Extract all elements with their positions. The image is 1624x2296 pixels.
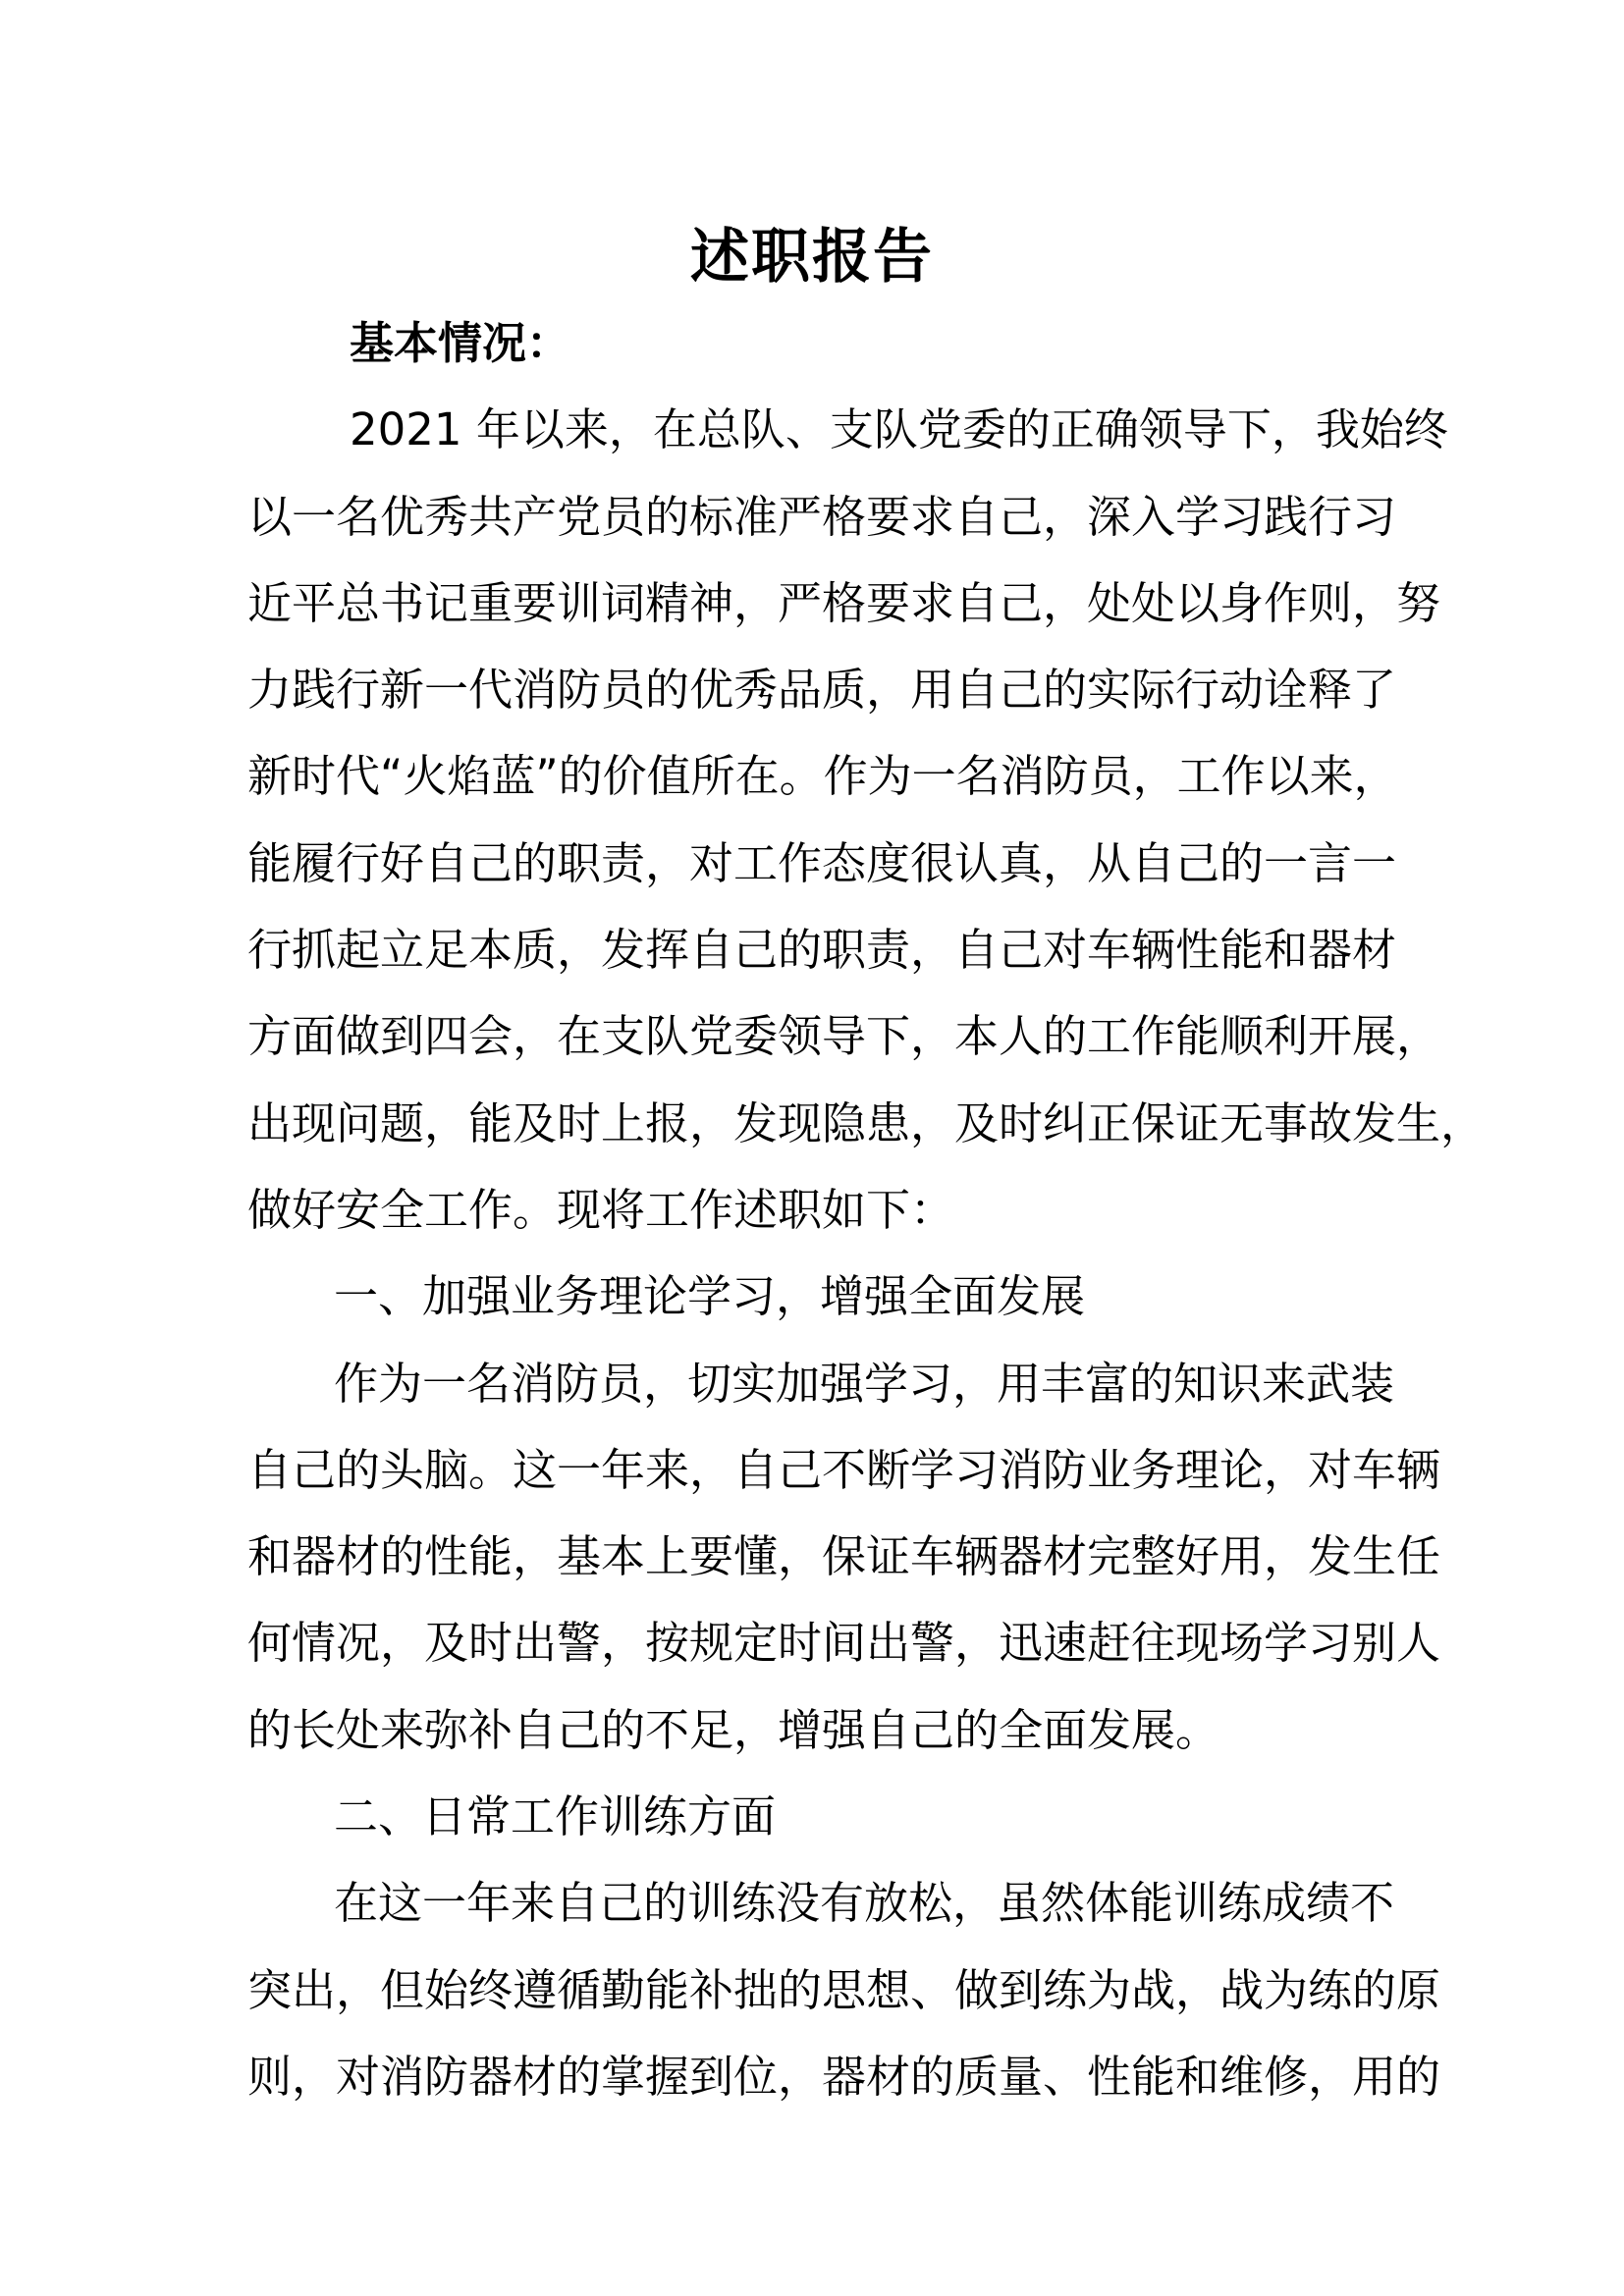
text-line: 以一名优秀共产党员的标准严格要求自己，深入学习践行习 — [247, 490, 1397, 543]
section-heading-2: 二、日常工作训练方面 — [334, 1790, 777, 1843]
text-line: 力践行新一代消防员的优秀品质，用自己的实际行动诠释了 — [247, 664, 1397, 717]
text-line: 突出，但始终遵循勤能补拙的思想、做到练为战，战为练的原 — [247, 1963, 1441, 2016]
text-line: 近平总书记重要训词精神，严格要求自己，处处以身作则，努 — [247, 576, 1441, 629]
document-body — [247, 300, 1486, 2120]
subheading-basic-situation: 基本情况： — [350, 317, 571, 369]
text-line: 在这一年来自己的训练没有放松，虽然体能训练成绩不 — [334, 1877, 1395, 1930]
intro-paragraph — [247, 387, 1486, 1254]
text-line: 作为一名消防员，切实加强学习，用丰富的知识来武装 — [334, 1357, 1395, 1410]
section-1-paragraph — [247, 1341, 1441, 1774]
text-line: 做好安全工作。现将工作述职如下： — [247, 1183, 955, 1236]
document-title: 述职报告 — [690, 223, 934, 292]
text-line: 行抓起立足本质，发挥自己的职责，自己对车辆性能和器材 — [247, 924, 1397, 977]
text-line: 2021 年以来，在总队、支队党委的正确领导下，我始终 — [350, 403, 1448, 456]
text-line: 的长处来弥补自己的不足，增强自己的全面发展。 — [247, 1703, 1220, 1756]
text-line: 则，对消防器材的掌握到位，器材的质量、性能和维修，用的 — [247, 2050, 1441, 2103]
text-line: 何情况，及时出警，按规定时间出警，迅速赶往现场学习别人 — [247, 1617, 1441, 1670]
text-line: 能履行好自己的职责，对工作态度很认真，从自己的一言一 — [247, 836, 1397, 889]
section-2-paragraph — [247, 1860, 1441, 2120]
text-line: 自己的头脑。这一年来，自己不断学习消防业务理论，对车辆 — [247, 1443, 1441, 1496]
section-heading-1: 一、加强业务理论学习，增强全面发展 — [334, 1270, 1086, 1323]
text-line: 出现问题，能及时上报，发现隐患，及时纠正保证无事故发生， — [247, 1096, 1486, 1149]
text-line: 方面做到四会，在支队党委领导下，本人的工作能顺利开展， — [247, 1010, 1441, 1063]
text-line: 和器材的性能，基本上要懂，保证车辆器材完整好用，发生任 — [247, 1530, 1441, 1583]
text-line: 新时代“火焰蓝”的价值所在。作为一名消防员，工作以来， — [247, 750, 1398, 803]
